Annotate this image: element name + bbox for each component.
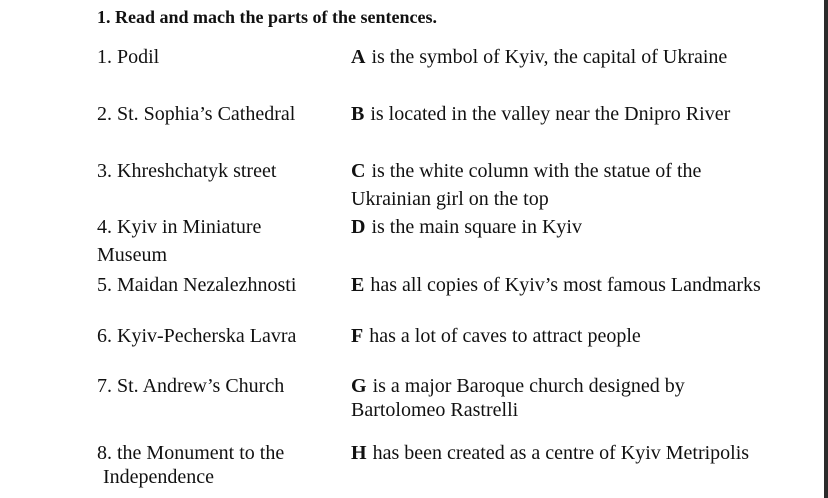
left-item-8-line2: Independence: [103, 466, 215, 488]
right-text-G: is a major Baroque church designed by Bartolomeo Rastrelli: [351, 375, 685, 421]
left-item-4: [97, 215, 342, 267]
left-item-4-line1: 4. Kyiv in Miniature: [97, 216, 262, 238]
left-item-6: 6. Kyiv-Pecherska Lavra: [97, 325, 297, 347]
left-item-4-line2: Museum: [97, 244, 167, 266]
right-item-A: [351, 43, 781, 71]
right-item-F: [351, 322, 781, 350]
left-item-1: 1. Podil: [97, 46, 160, 68]
right-letter-D: D: [351, 216, 366, 238]
right-text-H: has been created as a centre of Kyiv Metripolis: [372, 442, 750, 464]
left-item-7: 7. St. Andrew’s Church: [97, 375, 285, 397]
right-text-A: is the symbol of Kyiv, the capital of Ukraine: [371, 46, 728, 68]
right-text-D: is the main square in Kyiv: [371, 216, 582, 238]
right-text-E: has all copies of Kyiv’s most famous Landmarks: [370, 274, 761, 296]
right-item-B: [351, 100, 781, 128]
left-item-5: 5. Maidan Nezalezhnosti: [97, 274, 297, 296]
page-edge-border: [824, 0, 828, 498]
left-item-3: 3. Khreshchatyk street: [97, 160, 277, 182]
right-text-B: is located in the valley near the Dnipro River: [370, 103, 731, 125]
right-text-C: is the white column with the statue of the Ukrainian girl on the top: [351, 160, 702, 210]
exercise-heading: 1. Read and mach the parts of the sentences.: [97, 7, 437, 27]
right-letter-A: A: [351, 46, 366, 68]
right-letter-E: E: [351, 274, 365, 296]
right-letter-F: F: [351, 325, 364, 347]
right-text-F: has a lot of caves to attract people: [369, 325, 641, 347]
right-item-E: [351, 273, 781, 297]
right-letter-H: H: [351, 442, 367, 464]
left-item-8-line1: 8. the Monument to the: [97, 442, 285, 464]
right-item-H: [351, 441, 781, 465]
right-letter-C: C: [351, 160, 366, 182]
right-letter-B: B: [351, 103, 365, 125]
right-item-C: [351, 157, 781, 213]
right-item-D: [351, 213, 781, 241]
right-letter-G: G: [351, 375, 367, 397]
right-item-G: [351, 374, 781, 422]
left-item-2: 2. St. Sophia’s Cathedral: [97, 103, 296, 125]
left-item-8: [97, 441, 342, 489]
